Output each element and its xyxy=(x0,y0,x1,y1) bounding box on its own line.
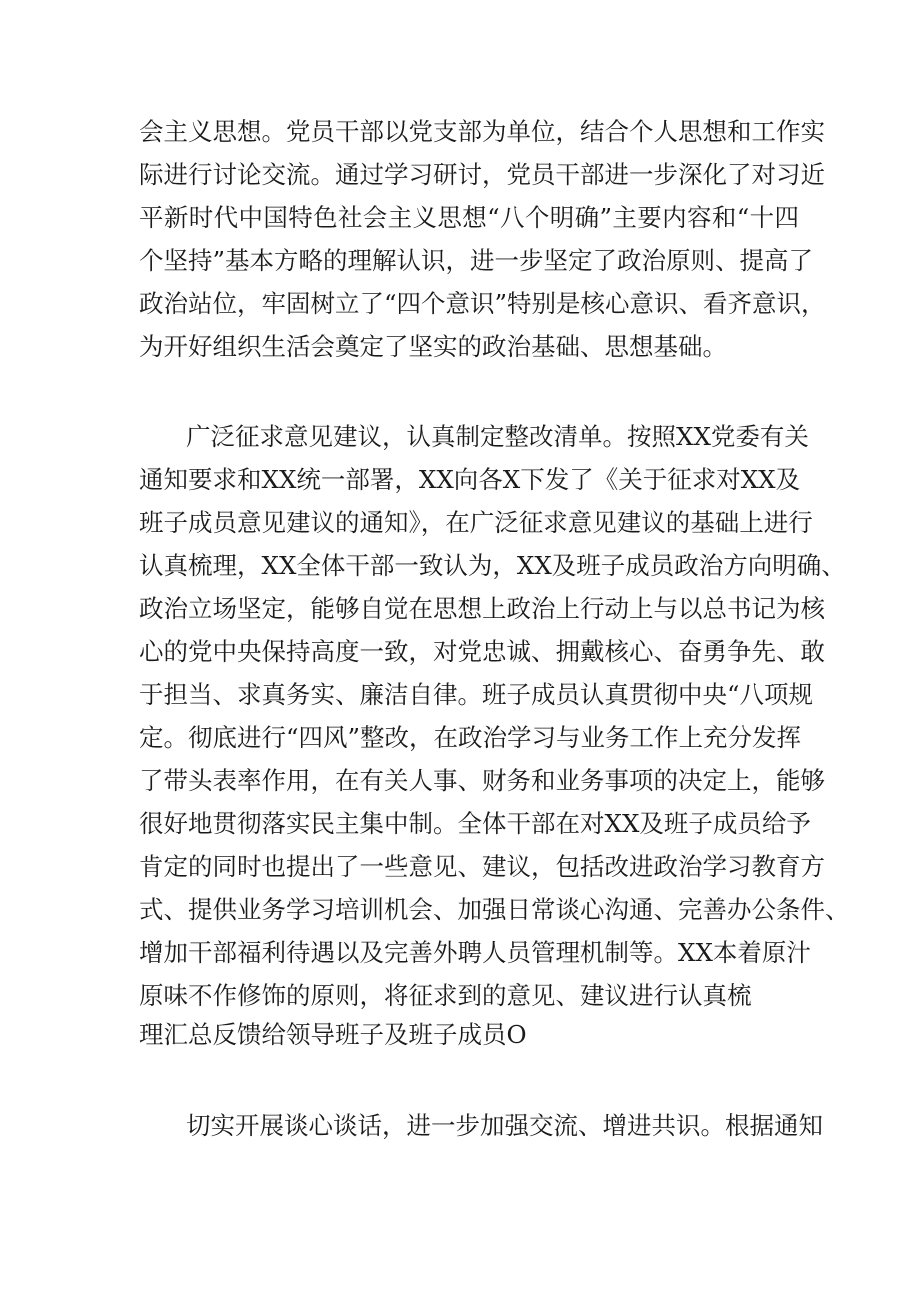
text-line: 了带头表率作用，在有关人事、财务和业务事项的决定上，能够 xyxy=(139,766,825,795)
text-line: 于担当、求真务实、廉洁自律。班子成员认真贯彻中央“八项规 xyxy=(139,680,814,709)
text-line: 认真梳理，XX全体干部一致认为，XX及班子成员政治方向明确、 xyxy=(139,551,846,580)
text-line: 平新时代中国特色社会主义思想“八个明确”主要内容和“十四 xyxy=(139,203,799,232)
text-line: 增加干部福利待遇以及完善外聘人员管理机制等。XX本着原汁 xyxy=(139,938,811,967)
text-line: 际进行讨论交流。通过学习研讨，党员干部进一步深化了对习近 xyxy=(139,160,825,189)
text-line: 肯定的同时也提出了一些意见、建议，包括改进政治学习教育方 xyxy=(139,852,825,881)
text-line: 理汇总反馈给领导班子及班子成员O xyxy=(139,1020,527,1049)
text-line: 通知要求和XX统一部署，XX向各X下发了《关于征求对XX及 xyxy=(139,465,801,494)
text-line: 为开好组织生活会奠定了坚实的政治基础、思想基础。 xyxy=(139,332,727,361)
text-line: 会主义思想。党员干部以党支部为单位，结合个人思想和工作实 xyxy=(139,117,825,146)
text-line: 式、提供业务学习培训机会、加强日常谈心沟通、完善办公条件、 xyxy=(139,895,850,924)
text-line: 个坚持”基本方略的理解认识，进一步坚定了政治原则、提高了 xyxy=(139,246,814,275)
text-line: 政治立场坚定，能够自觉在思想上政治上行动上与以总书记为核 xyxy=(139,594,825,623)
text-line: 班子成员意见建议的通知》，在广泛征求意见建议的基础上进行 xyxy=(139,508,813,537)
text-line: 心的党中央保持高度一致，对党忠诚、拥戴核心、奋勇争先、敢 xyxy=(139,637,825,666)
text-line: 定。彻底进行“四风”整改，在政治学习与业务工作上充分发挥 xyxy=(139,723,802,752)
text-line: 政治站位，牢固树立了“四个意识”特别是核心意识、看齐意识， xyxy=(139,289,826,318)
text-line: 广泛征求意见建议，认真制定整改清单。按照XX党委有关 xyxy=(186,422,809,451)
text-line: 切实开展谈心谈话，进一步加强交流、增进共识。根据通知 xyxy=(186,1111,823,1140)
text-line: 原味不作修饰的原则，将征求到的意见、建议进行认真梳 xyxy=(139,981,752,1010)
text-line: 很好地贯彻落实民主集中制。全体干部在对XX及班子成员给予 xyxy=(139,809,811,838)
